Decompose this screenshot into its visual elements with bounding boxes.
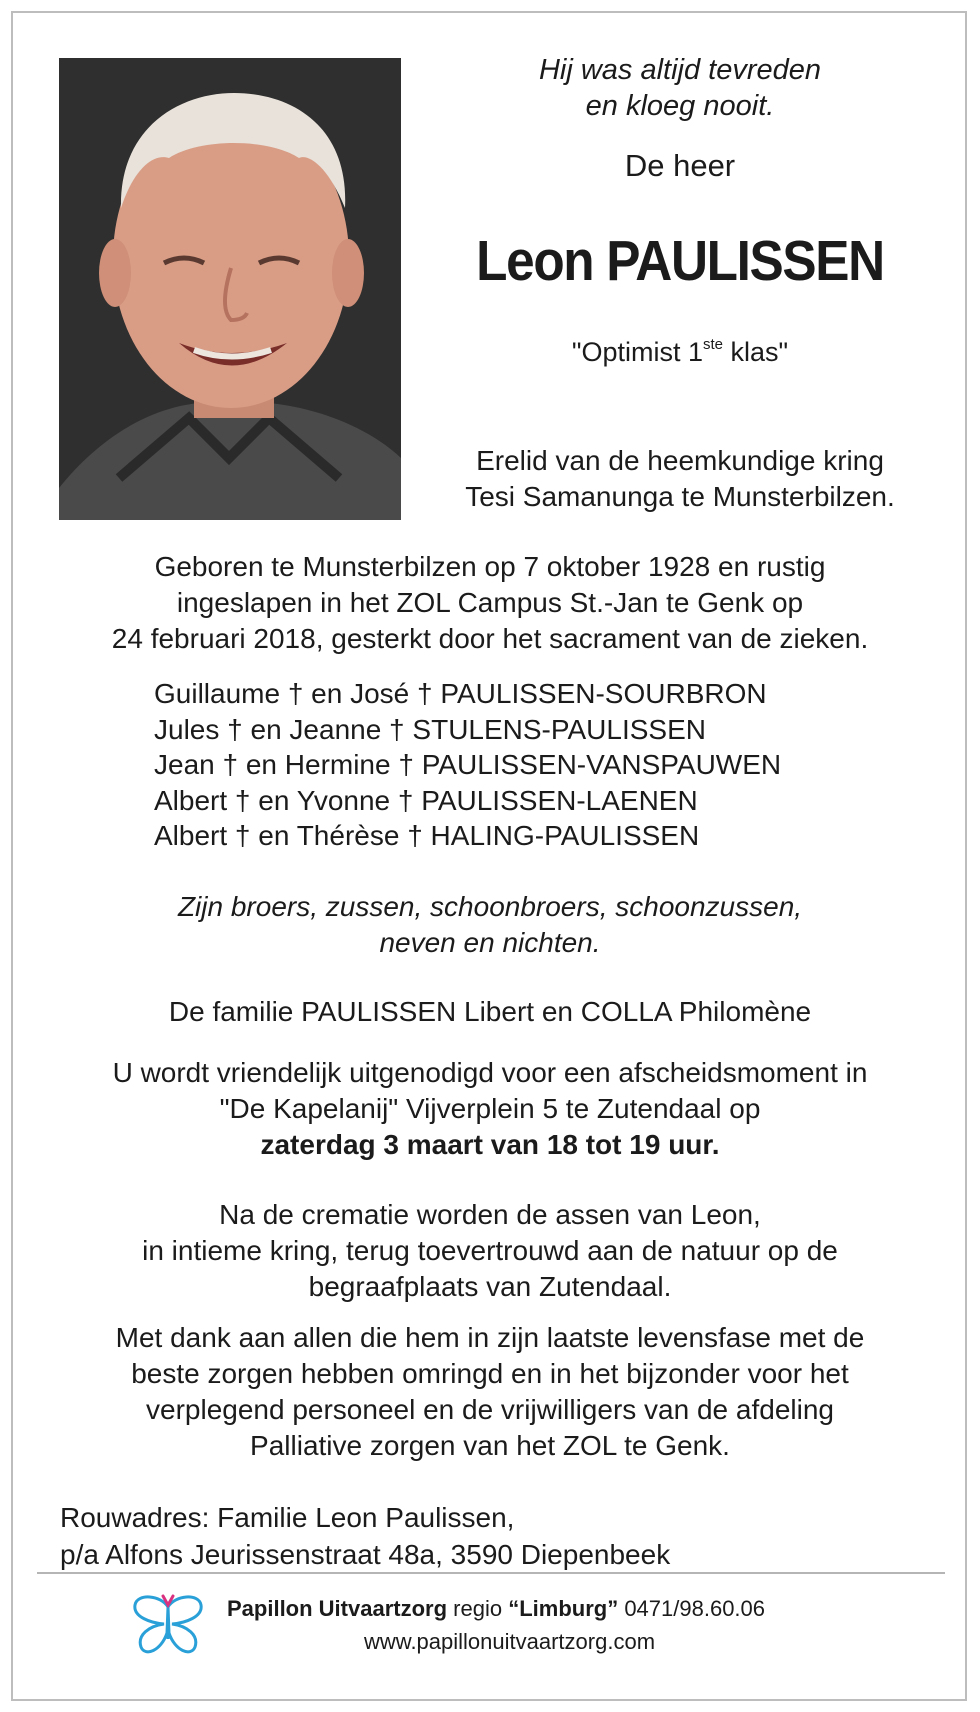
thanks-text [40,1320,940,1464]
epigraph [430,52,930,124]
birth-death-line: 24 februari 2018, gesterkt door het sacrament van de zieken. [111,623,869,654]
mourning-address [60,1499,670,1573]
ashes-line: in intieme kring, terug toevertrouwd aan de natuur op de [142,1235,838,1266]
website-link[interactable]: www.papillonuitvaartzorg.com [364,1629,656,1654]
regio-label: regio [447,1596,509,1621]
honor-line: Erelid van de heemkundige kring [476,445,884,476]
region-name: “Limburg” [508,1596,619,1621]
nickname-text: "Optimist 1 [571,337,703,367]
company-name: Papillon Uitvaartzorg [227,1596,448,1621]
family-list-item: Jules † en Jeanne † STULENS-PAULISSEN [154,713,706,745]
family-list-item: Albert † en Yvonne † PAULISSEN-LAENEN [154,784,698,816]
thanks-line: Met dank aan allen die hem in zijn laatste levensfase met de [115,1322,865,1353]
title-prefix: De heer [624,148,736,183]
phone-number: 0471/98.60.06 [618,1596,766,1621]
epigraph-line: en kloeg nooit. [585,90,775,122]
deceased-name: Leon PAULISSEN [476,229,884,293]
invitation-date: zaterdag 3 maart van 18 tot 19 uur. [260,1129,720,1160]
invitation [40,1055,940,1163]
honor-text [430,443,930,515]
birth-death-line: ingeslapen in het ZOL Campus St.-Jan te Genk op [176,587,804,618]
ashes-line: Na de crematie worden de assen van Leon, [219,1199,761,1230]
nickname-superscript: ste [703,336,724,353]
relatives-line: Zijn broers, zussen, schoonbroers, schoonzussen, [177,891,803,922]
invitation-line: "De Kapelanij" Vijverplein 5 te Zutendaal op [219,1093,761,1124]
family-list-item: Albert † en Thérèse † HALING-PAULISSEN [154,820,700,851]
invitation-line: U wordt vriendelijk uitgenodigd voor een afscheidsmoment in [112,1057,868,1088]
family-list-item: Jean † en Hermine † PAULISSEN-VANSPAUWEN [154,749,782,780]
ashes-text [40,1197,940,1305]
footer-divider [37,1572,945,1574]
thanks-line: Palliative zorgen van het ZOL te Genk. [250,1430,730,1461]
ashes-line: begraafplaats van Zutendaal. [308,1271,672,1302]
address-line: p/a Alfons Jeurissenstraat 48a, 3590 Diepenbeek [60,1539,671,1570]
nickname [430,336,930,368]
funeral-company-line [227,1596,765,1622]
portrait-photo [59,58,401,520]
epigraph-line: Hij was altijd tevreden [538,54,822,86]
thanks-line: verplegend personeel en de vrijwilligers van de afdeling [146,1394,834,1425]
family-list-item: Guillaume † en José † PAULISSEN-SOURBRON [154,678,767,709]
address-line: Rouwadres: Familie Leon Paulissen, [60,1502,515,1533]
relatives-line: neven en nichten. [379,927,601,958]
nickname-text: klas" [723,337,789,367]
thanks-line: beste zorgen hebben omringd en in het bijzonder voor het [131,1358,849,1389]
relatives-text [40,889,940,961]
birth-death-line: Geboren te Munsterbilzen op 7 oktober 1928 en rustig [154,551,826,582]
birth-death-text [40,549,940,657]
honor-line: Tesi Samanunga te Munsterbilzen. [465,481,895,512]
family-list [154,676,781,854]
butterfly-logo-icon [131,1593,205,1662]
family-line: De familie PAULISSEN Libert en COLLA Philomène [168,996,812,1027]
